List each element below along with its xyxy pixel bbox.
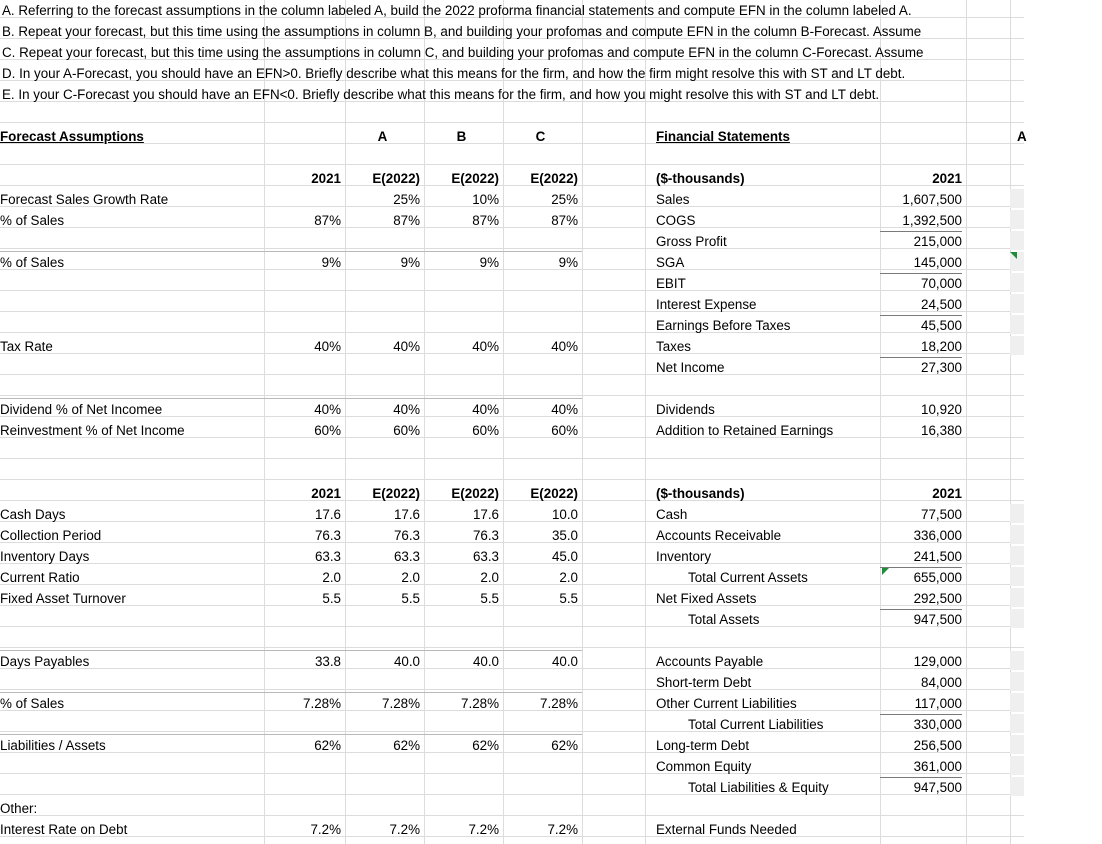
assumption-value-b[interactable]: 76.3 bbox=[472, 528, 499, 543]
balance-year-label[interactable]: 2021 bbox=[932, 486, 962, 501]
assumption-value-b[interactable]: 7.28% bbox=[461, 696, 499, 711]
statement-line-label[interactable]: Total Current Liabilities bbox=[688, 717, 824, 732]
assumption-value-2021[interactable]: 17.6 bbox=[314, 507, 341, 522]
assumption-value-2021[interactable]: 7.2% bbox=[310, 822, 341, 837]
assumption-value-a[interactable]: 63.3 bbox=[393, 549, 420, 564]
cell-error-marker-icon[interactable] bbox=[882, 568, 889, 575]
year-header-a[interactable]: E(2022) bbox=[372, 171, 420, 186]
assumption-value-2021[interactable]: 62% bbox=[314, 738, 341, 753]
statement-line-value[interactable]: 129,000 bbox=[913, 654, 962, 669]
row-border bbox=[0, 734, 582, 735]
assumption-value-c[interactable]: 35.0 bbox=[551, 528, 578, 543]
assumption-value-2021[interactable]: 76.3 bbox=[314, 528, 341, 543]
statement-line-value[interactable]: 1,392,500 bbox=[880, 210, 962, 232]
assumption-value-b[interactable]: 40.0 bbox=[472, 654, 499, 669]
income-units-label[interactable]: ($-thousands) bbox=[656, 171, 745, 186]
offscreen-cell[interactable] bbox=[1010, 525, 1024, 544]
assumption-value-c[interactable]: 40% bbox=[551, 402, 578, 417]
offscreen-cell[interactable] bbox=[1010, 546, 1024, 565]
statement-line-value[interactable]: 1,607,500 bbox=[902, 192, 962, 207]
offscreen-cell[interactable] bbox=[1010, 777, 1024, 796]
statement-line-label[interactable]: Dividends bbox=[656, 402, 715, 417]
statement-line-value[interactable]: 215,000 bbox=[913, 234, 962, 249]
assumption-value-c[interactable]: 60% bbox=[551, 423, 578, 438]
cell-error-marker-icon[interactable] bbox=[1010, 252, 1017, 259]
instruction-e[interactable]: E. In your C-Forecast you should have an EFN<0. Briefly describe what this means for the firm, and how you might resolve this with ST and LT debt. bbox=[2, 87, 880, 102]
statement-line-value[interactable]: 361,000 bbox=[880, 756, 962, 778]
statement-line-value[interactable]: 27,300 bbox=[921, 360, 962, 375]
assumption-value-a[interactable]: 40.0 bbox=[393, 654, 420, 669]
assumption-value-b[interactable]: 87% bbox=[472, 213, 499, 228]
assumption-value-c[interactable]: 87% bbox=[551, 213, 578, 228]
financial-statements-title[interactable]: Financial Statements bbox=[656, 129, 790, 144]
column-b-header[interactable]: B bbox=[456, 129, 467, 144]
assumption-value-a[interactable]: 60% bbox=[393, 423, 420, 438]
assumption-label[interactable]: % of Sales bbox=[0, 255, 65, 270]
row-border bbox=[0, 398, 582, 399]
assumption-value-b[interactable]: 62% bbox=[472, 738, 499, 753]
assumption-label[interactable]: Cash Days bbox=[0, 507, 66, 522]
statement-line-value[interactable]: 77,500 bbox=[921, 507, 962, 522]
assumption-value-2021[interactable]: 5.5 bbox=[322, 591, 341, 606]
statement-line-label[interactable]: Gross Profit bbox=[656, 234, 727, 249]
assumption-value-c[interactable]: 7.2% bbox=[547, 822, 578, 837]
assumption-label[interactable]: % of Sales bbox=[0, 696, 65, 711]
offscreen-cell[interactable] bbox=[1010, 294, 1024, 313]
assumption-value-b[interactable]: 40% bbox=[472, 402, 499, 417]
statement-line-label[interactable]: EBIT bbox=[656, 276, 686, 291]
assumption-value-b[interactable]: 5.5 bbox=[480, 591, 499, 606]
assumption-value-a[interactable]: 2.0 bbox=[401, 570, 420, 585]
offscreen-cell[interactable] bbox=[1010, 651, 1024, 670]
year-header-c[interactable]: E(2022) bbox=[530, 486, 578, 501]
assumption-label[interactable]: Other: bbox=[0, 801, 38, 816]
assumption-label[interactable]: Collection Period bbox=[0, 528, 102, 543]
offscreen-cell[interactable] bbox=[1010, 210, 1024, 229]
year-header-b[interactable]: E(2022) bbox=[451, 486, 499, 501]
offscreen-cell[interactable] bbox=[1010, 315, 1024, 334]
assumption-value-a[interactable]: 17.6 bbox=[393, 507, 420, 522]
instruction-b[interactable]: B. Repeat your forecast, but this time using the assumptions in column B, and building your profomas and compute EFN in the column B-Forecast. Assume bbox=[2, 24, 922, 39]
assumption-label[interactable]: Interest Rate on Debt bbox=[0, 822, 128, 837]
statement-line-label[interactable]: SGA bbox=[656, 255, 685, 270]
assumption-value-2021[interactable]: 9% bbox=[321, 255, 341, 270]
statement-line-value[interactable]: 145,000 bbox=[880, 252, 962, 274]
statement-line-label[interactable]: Addition to Retained Earnings bbox=[656, 423, 834, 438]
statement-line-label[interactable]: Other Current Liabilities bbox=[656, 696, 797, 711]
assumption-value-a[interactable]: 25% bbox=[393, 192, 420, 207]
assumption-value-2021[interactable]: 2.0 bbox=[322, 570, 341, 585]
statement-line-value[interactable]: 84,000 bbox=[921, 675, 962, 690]
assumption-value-c[interactable]: 9% bbox=[558, 255, 578, 270]
statement-line-label[interactable]: Accounts Payable bbox=[656, 654, 764, 669]
statement-line-label[interactable]: Total Assets bbox=[688, 612, 760, 627]
next-column-header-truncated[interactable]: A bbox=[1017, 129, 1027, 144]
assumption-value-b[interactable]: 2.0 bbox=[480, 570, 499, 585]
offscreen-cell[interactable] bbox=[1010, 714, 1024, 733]
assumption-value-2021[interactable]: 87% bbox=[314, 213, 341, 228]
assumption-value-2021[interactable]: 7.28% bbox=[303, 696, 341, 711]
assumption-value-2021[interactable]: 33.8 bbox=[314, 654, 341, 669]
offscreen-cell[interactable] bbox=[1010, 735, 1024, 754]
assumption-label[interactable]: Forecast Sales Growth Rate bbox=[0, 192, 169, 207]
statement-line-label[interactable]: External Funds Needed bbox=[656, 822, 797, 837]
statement-line-value[interactable]: 256,500 bbox=[913, 738, 962, 753]
statement-line-value[interactable]: 655,000 bbox=[913, 570, 962, 585]
balance-units-label[interactable]: ($-thousands) bbox=[656, 486, 745, 501]
statement-line-value[interactable]: 330,000 bbox=[913, 717, 962, 732]
assumption-value-a[interactable]: 5.5 bbox=[401, 591, 420, 606]
offscreen-cell[interactable] bbox=[1010, 336, 1024, 355]
assumption-value-a[interactable]: 62% bbox=[393, 738, 420, 753]
assumption-value-b[interactable]: 60% bbox=[472, 423, 499, 438]
year-header-b[interactable]: E(2022) bbox=[451, 171, 499, 186]
assumption-value-b[interactable]: 63.3 bbox=[472, 549, 499, 564]
statement-line-label[interactable]: COGS bbox=[656, 213, 696, 228]
assumption-label[interactable]: Liabilities / Assets bbox=[0, 738, 106, 753]
offscreen-cell[interactable] bbox=[1010, 189, 1024, 208]
assumption-value-c[interactable]: 2.0 bbox=[559, 570, 578, 585]
assumption-value-c[interactable]: 7.28% bbox=[540, 696, 578, 711]
offscreen-cell[interactable] bbox=[1010, 588, 1024, 607]
assumption-value-b[interactable]: 10% bbox=[472, 192, 499, 207]
assumption-value-a[interactable]: 87% bbox=[393, 213, 420, 228]
assumption-value-a[interactable]: 9% bbox=[400, 255, 420, 270]
year-header-2021[interactable]: 2021 bbox=[311, 486, 341, 501]
offscreen-cell[interactable] bbox=[1010, 672, 1024, 691]
assumption-label[interactable]: Current Ratio bbox=[0, 570, 80, 585]
year-header-2021[interactable]: 2021 bbox=[311, 171, 341, 186]
statement-line-value[interactable]: 10,920 bbox=[921, 402, 962, 417]
statement-line-value[interactable]: 241,500 bbox=[880, 546, 962, 568]
offscreen-cell[interactable] bbox=[1010, 756, 1024, 775]
offscreen-cell[interactable] bbox=[1010, 567, 1024, 586]
statement-line-label[interactable]: Total Liabilities & Equity bbox=[688, 780, 829, 795]
offscreen-cell[interactable] bbox=[1010, 504, 1024, 523]
year-header-a[interactable]: E(2022) bbox=[372, 486, 420, 501]
assumption-label[interactable]: Tax Rate bbox=[0, 339, 53, 354]
assumption-label[interactable]: Inventory Days bbox=[0, 549, 90, 564]
assumption-value-b[interactable]: 40% bbox=[472, 339, 499, 354]
assumption-value-c[interactable]: 5.5 bbox=[559, 591, 578, 606]
statement-line-label[interactable]: Inventory bbox=[656, 549, 712, 564]
statement-line-label[interactable]: Interest Expense bbox=[656, 297, 757, 312]
assumption-label[interactable]: % of Sales bbox=[0, 213, 65, 228]
row-border bbox=[0, 650, 582, 651]
statement-line-value[interactable]: 16,380 bbox=[921, 423, 962, 438]
row-border bbox=[0, 692, 582, 693]
forecast-assumptions-title[interactable]: Forecast Assumptions bbox=[0, 129, 144, 144]
offscreen-cell[interactable] bbox=[1010, 231, 1024, 250]
statement-line-label[interactable]: Long-term Debt bbox=[656, 738, 750, 753]
assumption-value-b[interactable]: 9% bbox=[479, 255, 499, 270]
statement-line-label[interactable]: Total Current Assets bbox=[688, 570, 808, 585]
assumption-value-a[interactable]: 40% bbox=[393, 402, 420, 417]
statement-line-label[interactable]: Short-term Debt bbox=[656, 675, 752, 690]
instruction-c[interactable]: C. Repeat your forecast, but this time using the assumptions in column C, and building your profomas and compute EFN in the column C-Forecast. Assume bbox=[2, 45, 924, 60]
statement-line-value[interactable]: 24,500 bbox=[880, 294, 962, 316]
assumption-value-c[interactable]: 40.0 bbox=[551, 654, 578, 669]
statement-line-label[interactable]: Taxes bbox=[656, 339, 691, 354]
statement-line-value[interactable]: 45,500 bbox=[921, 318, 962, 333]
instruction-d[interactable]: D. In your A-Forecast, you should have an EFN>0. Briefly describe what this means for the firm, and how the firm might resolve this with ST and LT debt. bbox=[2, 66, 906, 81]
statement-line-label[interactable]: Accounts Receivable bbox=[656, 528, 782, 543]
assumption-value-c[interactable]: 62% bbox=[551, 738, 578, 753]
assumption-value-c[interactable]: 40% bbox=[551, 339, 578, 354]
assumption-value-b[interactable]: 17.6 bbox=[472, 507, 499, 522]
statement-line-value[interactable]: 947,500 bbox=[913, 780, 962, 795]
statement-line-value[interactable]: 18,200 bbox=[880, 336, 962, 358]
statement-line-value[interactable]: 70,000 bbox=[921, 276, 962, 291]
statement-line-value[interactable]: 117,000 bbox=[880, 693, 962, 715]
assumption-value-2021[interactable]: 40% bbox=[314, 339, 341, 354]
statement-line-label[interactable]: Cash bbox=[656, 507, 688, 522]
assumption-value-b[interactable]: 7.2% bbox=[468, 822, 499, 837]
assumption-value-a[interactable]: 76.3 bbox=[393, 528, 420, 543]
instruction-a[interactable]: A. Referring to the forecast assumptions in the column labeled A, build the 2022 proforma financial statements and compute EFN in the column labeled A. bbox=[2, 3, 912, 18]
assumption-value-c[interactable]: 25% bbox=[551, 192, 578, 207]
column-a-header[interactable]: A bbox=[377, 129, 388, 144]
income-year-label[interactable]: 2021 bbox=[932, 171, 962, 186]
statement-line-value[interactable]: 336,000 bbox=[913, 528, 962, 543]
column-c-header[interactable]: C bbox=[535, 129, 546, 144]
statement-line-label[interactable]: Earnings Before Taxes bbox=[656, 318, 791, 333]
assumption-value-2021[interactable]: 63.3 bbox=[314, 549, 341, 564]
assumption-value-a[interactable]: 7.28% bbox=[382, 696, 420, 711]
assumption-value-a[interactable]: 40% bbox=[393, 339, 420, 354]
offscreen-cell[interactable] bbox=[1010, 273, 1024, 292]
statement-line-value[interactable]: 947,500 bbox=[913, 612, 962, 627]
offscreen-cell[interactable] bbox=[1010, 693, 1024, 712]
statement-line-label[interactable]: Net Income bbox=[656, 360, 725, 375]
assumption-value-a[interactable]: 7.2% bbox=[389, 822, 420, 837]
assumption-label[interactable]: Reinvestment % of Net Income bbox=[0, 423, 185, 438]
assumption-label[interactable]: Fixed Asset Turnover bbox=[0, 591, 126, 606]
statement-line-value[interactable]: 292,500 bbox=[880, 588, 962, 610]
assumption-label[interactable]: Dividend % of Net Incomee bbox=[0, 402, 163, 417]
assumption-label[interactable]: Days Payables bbox=[0, 654, 90, 669]
assumption-value-2021[interactable]: 40% bbox=[314, 402, 341, 417]
statement-line-label[interactable]: Net Fixed Assets bbox=[656, 591, 757, 606]
assumption-value-c[interactable]: 10.0 bbox=[551, 507, 578, 522]
statement-line-label[interactable]: Sales bbox=[656, 192, 690, 207]
row-border bbox=[0, 251, 582, 252]
assumption-value-2021[interactable]: 60% bbox=[314, 423, 341, 438]
statement-line-label[interactable]: Common Equity bbox=[656, 759, 752, 774]
assumption-value-c[interactable]: 45.0 bbox=[551, 549, 578, 564]
offscreen-cell[interactable] bbox=[1010, 609, 1024, 628]
year-header-c[interactable]: E(2022) bbox=[530, 171, 578, 186]
